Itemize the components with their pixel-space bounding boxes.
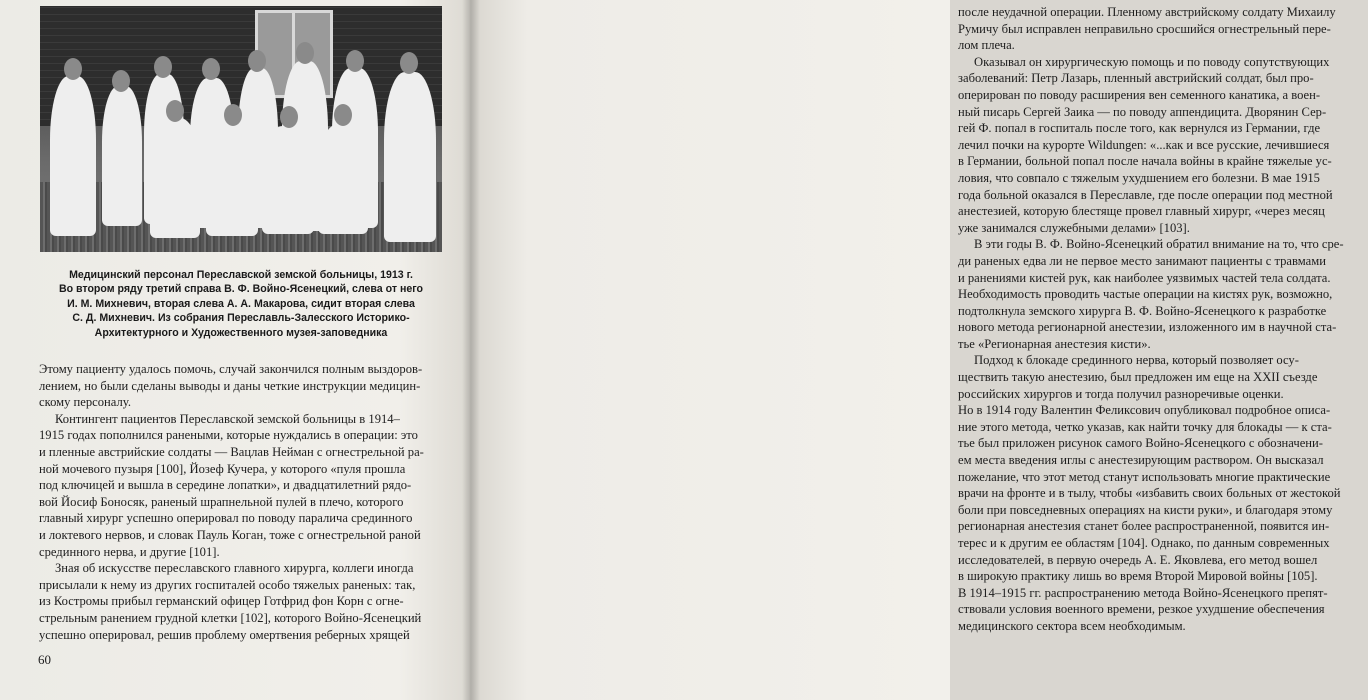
photo-head [280, 106, 298, 128]
text-line: года больной оказался в Переславле, где после операции под местной [958, 187, 1333, 202]
text-line: ем места введения иглы с анестезирующим раствором. Он высказал [958, 453, 1324, 468]
photo-head [400, 52, 418, 74]
text-line: заболеваний: Петр Лазарь, пленный австрийский солдат, был про- [958, 71, 1314, 86]
text-line: и локтевого нервов, и словак Пауль Коган, тоже с огнестрельной раной [39, 527, 421, 542]
text-line: лением, но были сделаны выводы и даны четкие инструкции медицин- [39, 378, 421, 393]
text-line: 1915 годах пополнился ранеными, которые нуждались в операции: это [39, 428, 418, 443]
text-line: скому персоналу. [39, 395, 131, 410]
text-line: врачи на фронте и в тылу, чтобы «избавить своих больных от жестокой [958, 486, 1341, 501]
text-line: Подход к блокаде срединного нерва, который позволяет осу- [974, 353, 1299, 368]
photo-head [112, 70, 130, 92]
book-gutter [462, 0, 480, 700]
photo-head [296, 42, 314, 64]
text-line: медицинского сектора всем необходимым. [958, 618, 1186, 633]
text-line: срединного нерва, и другие [101]. [39, 544, 220, 559]
caption-line: Во втором ряду третий справа В. Ф. Войно-Ясенецкий, слева от него [58, 283, 424, 296]
text-line: ди раненых едва ли не первое место занимают пациенты с травмами [958, 253, 1326, 268]
photo-head [224, 104, 242, 126]
left-body-text [39, 361, 443, 643]
text-line: Контингент пациентов Переславской земской больницы в 1914– [55, 411, 400, 426]
photo-person [50, 76, 96, 236]
photo-person [318, 124, 368, 234]
caption-line: Медицинский персонал Переславской земской больницы, 1913 г. [69, 269, 413, 281]
text-line: Румичу был исправлен неправильно сросшийся огнестрельный пере- [958, 21, 1331, 36]
text-line: В 1914–1915 гг. распространению метода Войно-Ясенецкого препят- [958, 585, 1328, 600]
text-line: уже занимался служебными делами» [103]. [958, 220, 1190, 235]
text-line: после неудачной операции. Пленному австрийскому солдату Михаилу [958, 5, 1336, 19]
photo-head [334, 104, 352, 126]
photo-person [150, 118, 200, 238]
right-page [470, 0, 1344, 700]
photo-head [166, 100, 184, 122]
caption-line: Архитектурного и Художественного музея-заповедника [94, 326, 388, 339]
left-page [0, 0, 470, 700]
caption-line: И. М. Михневич, вторая слева А. А. Макарова, сидит вторая слева [67, 297, 415, 310]
text-line: стрельным ранением грудной клетки [102], которого Войно-Ясенецкий [39, 610, 422, 625]
text-line: терес и к другим ее областям [104]. Однако, по данным современных [958, 536, 1330, 550]
text-line: Этому пациенту удалось помочь, случай закончился полным выздоров- [39, 362, 423, 376]
text-line: и пленные австрийские солдаты — Вацлав Нейман с огнестрельной ра- [39, 444, 424, 459]
text-line: боли при повседневных операциях на кисти руки», и благодаря этому [958, 502, 1333, 517]
text-line: исследователей, в первую очередь А. Е. Яковлева, его метод вошел [958, 552, 1318, 567]
text-line: ществить такую анестезию, был предложен им еще на XXII съезде [958, 370, 1318, 385]
page-number: 60 [38, 652, 51, 667]
text-line: в широкую практику лишь во время Второй Мировой войны [105]. [958, 569, 1318, 584]
text-line: главный хирург успешно оперировал по поводу паралича срединного [39, 511, 413, 526]
photo-person [102, 86, 142, 226]
text-line: успешно оперировал, решив проблему омертвения реберных хрящей [39, 627, 410, 642]
text-line: оперирован по поводу расширения вен семенного канатика, а воен- [958, 87, 1321, 102]
text-line: российских хирургов и тогда получил разноречивые оценки. [958, 386, 1284, 401]
photo-person [262, 126, 314, 234]
photo-head [154, 56, 172, 78]
text-line: нового метода регионарной анестезии, изложенного им в научной ста- [958, 320, 1337, 335]
text-line: пожелание, что этот метод станут использовать многие практические [958, 469, 1331, 484]
photo-person [384, 72, 436, 242]
right-body-text [958, 4, 1368, 635]
text-line: ствовали условия военного времени, резкое ухудшение обеспечения [958, 602, 1325, 617]
text-line: Но в 1914 году Валентин Феликсович опубликовал подробное описа- [958, 403, 1331, 418]
text-line: подтолкнула земского хирурга В. Ф. Войно-Ясенецкого к разработке [958, 303, 1327, 318]
photo-head [202, 58, 220, 80]
text-line: вой Йосиф Боносяк, раненый шрапнельной пулей в плечо, которого [39, 494, 404, 509]
text-line: присылали к нему из других госпиталей особо тяжелых раненых: так, [39, 577, 416, 592]
text-line: ный писарь Сергей Заика — по поводу аппендицита. Дворянин Сер- [958, 104, 1327, 119]
photo-person [206, 124, 258, 236]
text-line: В эти годы В. Ф. Войно-Ясенецкий обратил внимание на то, что сре- [974, 237, 1344, 252]
text-line: Зная об искусстве переславского главного хирурга, коллеги иногда [55, 561, 414, 576]
text-line: в Германии, больной попал после начала войны в крайне тяжелые ус- [958, 154, 1332, 169]
text-line: тье был приложен рисунок самого Войно-Ясенецкого с обозначени- [958, 436, 1323, 451]
text-line: ной мочевого пузыря [100], Йозеф Кучера, у которого «пуля прошла [39, 461, 406, 476]
photo-head [64, 58, 82, 80]
text-line: анестезией, которую блестяще провел главный хирург, «через месяц [958, 204, 1325, 219]
historical-group-photo [40, 6, 442, 252]
text-line: ние этого метода, четко указав, как найти точку для блокады — к ста- [958, 419, 1332, 434]
caption-line: С. Д. Михневич. Из собрания Переславль-Залесского Историко- [72, 312, 410, 325]
text-line: под ключицей и вышла в середине лопатки», и двадцатилетний рядо- [39, 478, 412, 493]
photo-head [346, 50, 364, 72]
text-line: тье «Регионарная анестезия кисти». [958, 336, 1151, 351]
text-line: Необходимость проводить частые операции на кистях рук, возможно, [958, 287, 1333, 302]
text-line: и ранениями кистей рук, как наиболее уязвимых частей тела солдата. [958, 270, 1331, 285]
photo-caption [52, 268, 430, 340]
text-line: гей Ф. попал в госпиталь после того, как вернулся из Германии, где [958, 121, 1321, 136]
text-line: лом плеча. [958, 38, 1015, 53]
text-line: ловия, что совпало с тяжелым ухудшением его болезни. В мае 1915 [958, 170, 1320, 185]
text-line: Оказывал он хирургическую помощь и по поводу сопутствующих [974, 54, 1330, 69]
text-line: лечил почки на курорте Wildungen: «...как и все русские, лечившиеся [958, 137, 1330, 152]
photo-head [248, 50, 266, 72]
text-line: из Костромы прибыл германский офицер Готфрид фон Корн с огне- [39, 594, 404, 609]
text-line: регионарная анестезия станет более распространенной, появится ин- [958, 519, 1330, 534]
